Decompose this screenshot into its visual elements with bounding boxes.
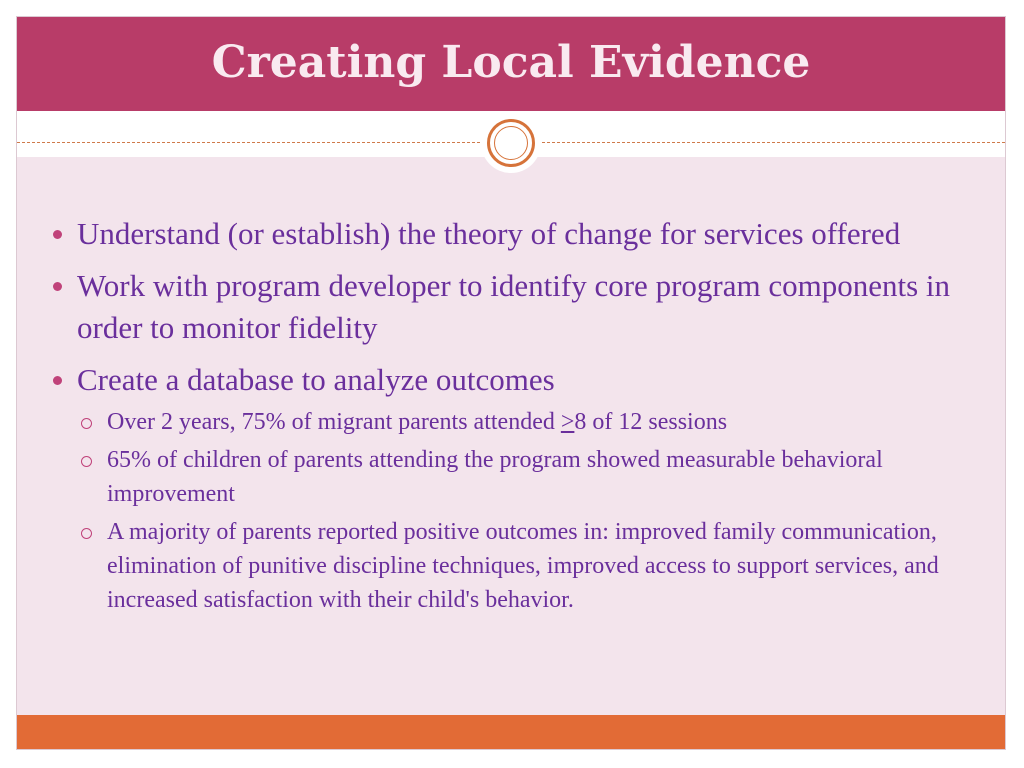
greater-or-equal-symbol: > [560, 409, 575, 435]
bullet-text: Understand (or establish) the theory of change for services offered [77, 216, 901, 251]
sub-bullet-item [47, 443, 987, 511]
circle-ornament-icon [481, 113, 541, 173]
sub-bullet-circle-icon [81, 456, 92, 467]
sub-bullet-circle-icon [81, 418, 92, 429]
bullet-list [47, 213, 987, 621]
sub-bullet-circle-icon [81, 528, 92, 539]
bullet-text: Create a database to analyze outcomes [77, 362, 555, 397]
ornament-ring [487, 119, 535, 167]
slide-title: Creating Local Evidence [211, 37, 811, 88]
sub-bullet-item [47, 515, 987, 617]
slide [16, 16, 1006, 750]
sub-bullet-text-end: 8 of 12 sessions [574, 409, 728, 435]
sub-bullet-text: Over 2 years, 75% of migrant parents attended [107, 409, 561, 435]
bullet-dot-icon [53, 376, 62, 385]
bullet-item [47, 359, 987, 401]
bullet-item [47, 213, 987, 255]
sub-bullet-text: A majority of parents reported positive outcomes in: improved family communication, elimination of punitive discipline techniques, improved access to support services, and increased satisfaction with their child's behavior. [107, 519, 939, 613]
bullet-dot-icon [53, 282, 62, 291]
bullet-dot-icon [53, 230, 62, 239]
bullet-item [47, 265, 987, 349]
sub-bullet-item [47, 405, 987, 439]
sub-bullet-text: 65% of children of parents attending the program showed measurable behavioral improvement [107, 447, 883, 507]
bullet-text: Work with program developer to identify core program components in order to monitor fidelity [77, 268, 951, 345]
footer-band [17, 715, 1005, 749]
